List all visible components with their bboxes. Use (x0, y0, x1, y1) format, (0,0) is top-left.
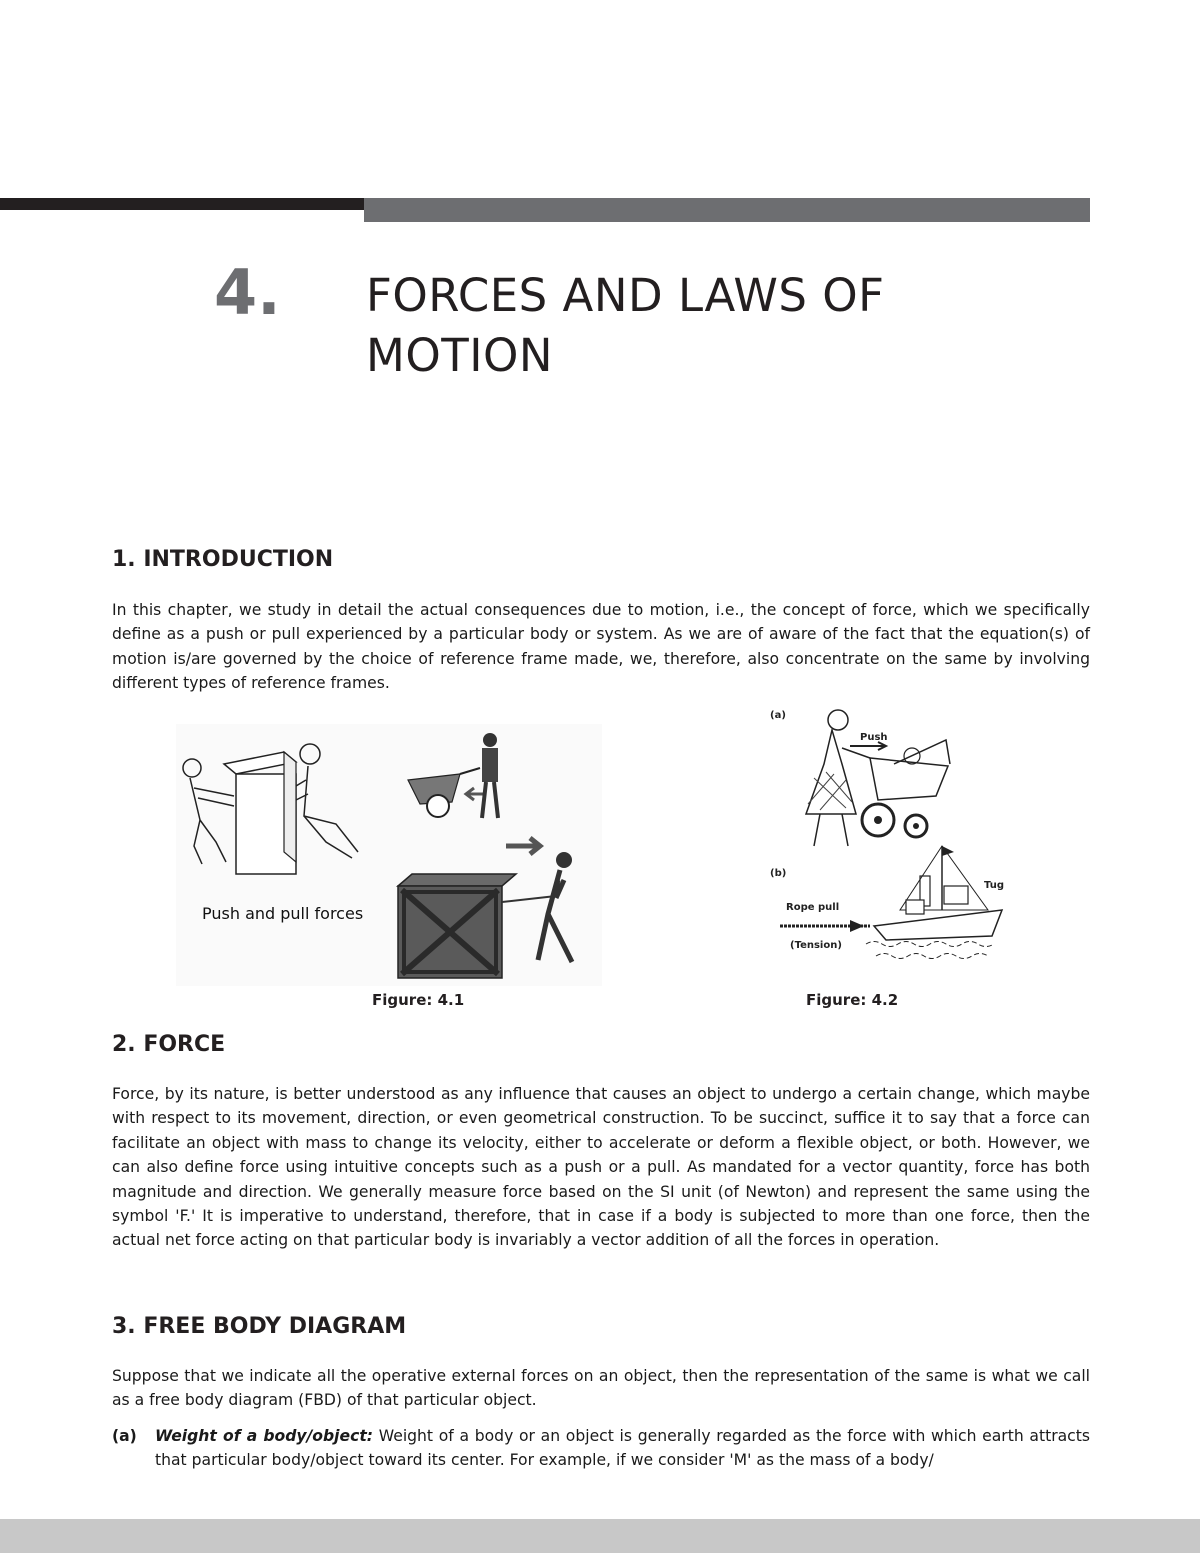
list-item-weight (112, 1424, 1090, 1473)
footer-bar (0, 1519, 1200, 1553)
push-label: Push (860, 732, 888, 743)
tension-label: (Tension) (790, 940, 842, 951)
stroller-and-tugboat-illustration (766, 704, 1014, 966)
figure-4-2 (766, 704, 1014, 966)
chapter-number: 4. (214, 256, 281, 329)
section-heading-introduction: 1. INTRODUCTION (112, 547, 334, 572)
force-paragraph: Force, by its nature, is better understood as any influence that causes an object to undergo a certain change, which maybe with respect to its movement, direction, or even geometrical construction. To be succinct, suffice it to say that a force can facilitate an object with mass to change its velocity, either to accelerate or deform a flexible object, or both. However, we can also define force using intuitive concepts such as a push or a pull. As mandated for a vector quantity, force has both magnitude and direction. We generally measure force based on the SI unit (of Newton) and represent the same using the symbol 'F.' It is imperative to understand, therefore, that in case if a body is subjected to more than one force, then the actual net force acting on that particular body is invariably a vector addition of all the forces in operation. (112, 1085, 1090, 1250)
fbd-paragraph: Suppose that we indicate all the operative external forces on an object, then the representation of the same is what we call as a free body diagram (FBD) of that particular object. (112, 1367, 1090, 1410)
list-marker-a: (a) (112, 1427, 137, 1445)
header-grey-bar (364, 198, 1090, 222)
list-item-body (155, 1424, 1090, 1473)
list-term-weight: Weight of a body/object: (155, 1427, 374, 1445)
figure-4-1 (176, 724, 602, 986)
introduction-paragraph: In this chapter, we study in detail the actual consequences due to motion, i.e., the concept of force, which we specifically define as a push or pull experienced by a particular body or system. As we are of aware of the fact that the equation(s) of motion is/are governed by the choice of reference frame made, we, therefore, also concentrate on the same by involving different types of reference frames. (112, 601, 1090, 693)
rope-pull-label: Rope pull (786, 902, 840, 913)
push-pull-illustration (176, 724, 602, 986)
figure-4-1-caption: Figure: 4.1 (372, 991, 465, 1009)
section-heading-free-body-diagram: 3. FREE BODY DIAGRAM (112, 1314, 407, 1339)
figure-4-2-part-b-label: (b) (770, 868, 787, 879)
figure-4-2-caption: Figure: 4.2 (806, 991, 899, 1009)
chapter-title: FORCES AND LAWS OF MOTION (366, 269, 885, 382)
figure-4-2-part-a-label: (a) (770, 710, 786, 721)
header-dark-bar (0, 198, 364, 210)
section-heading-force: 2. FORCE (112, 1032, 226, 1057)
figure-4-1-label: Push and pull forces (202, 904, 364, 923)
list-item-text: Weight of a body or an object is generally regarded as the force with which earth attracts that particular body/object toward its center. For example, if we consider 'M' as the mass of a body/ (155, 1427, 1090, 1470)
tug-label: Tug (984, 880, 1004, 891)
